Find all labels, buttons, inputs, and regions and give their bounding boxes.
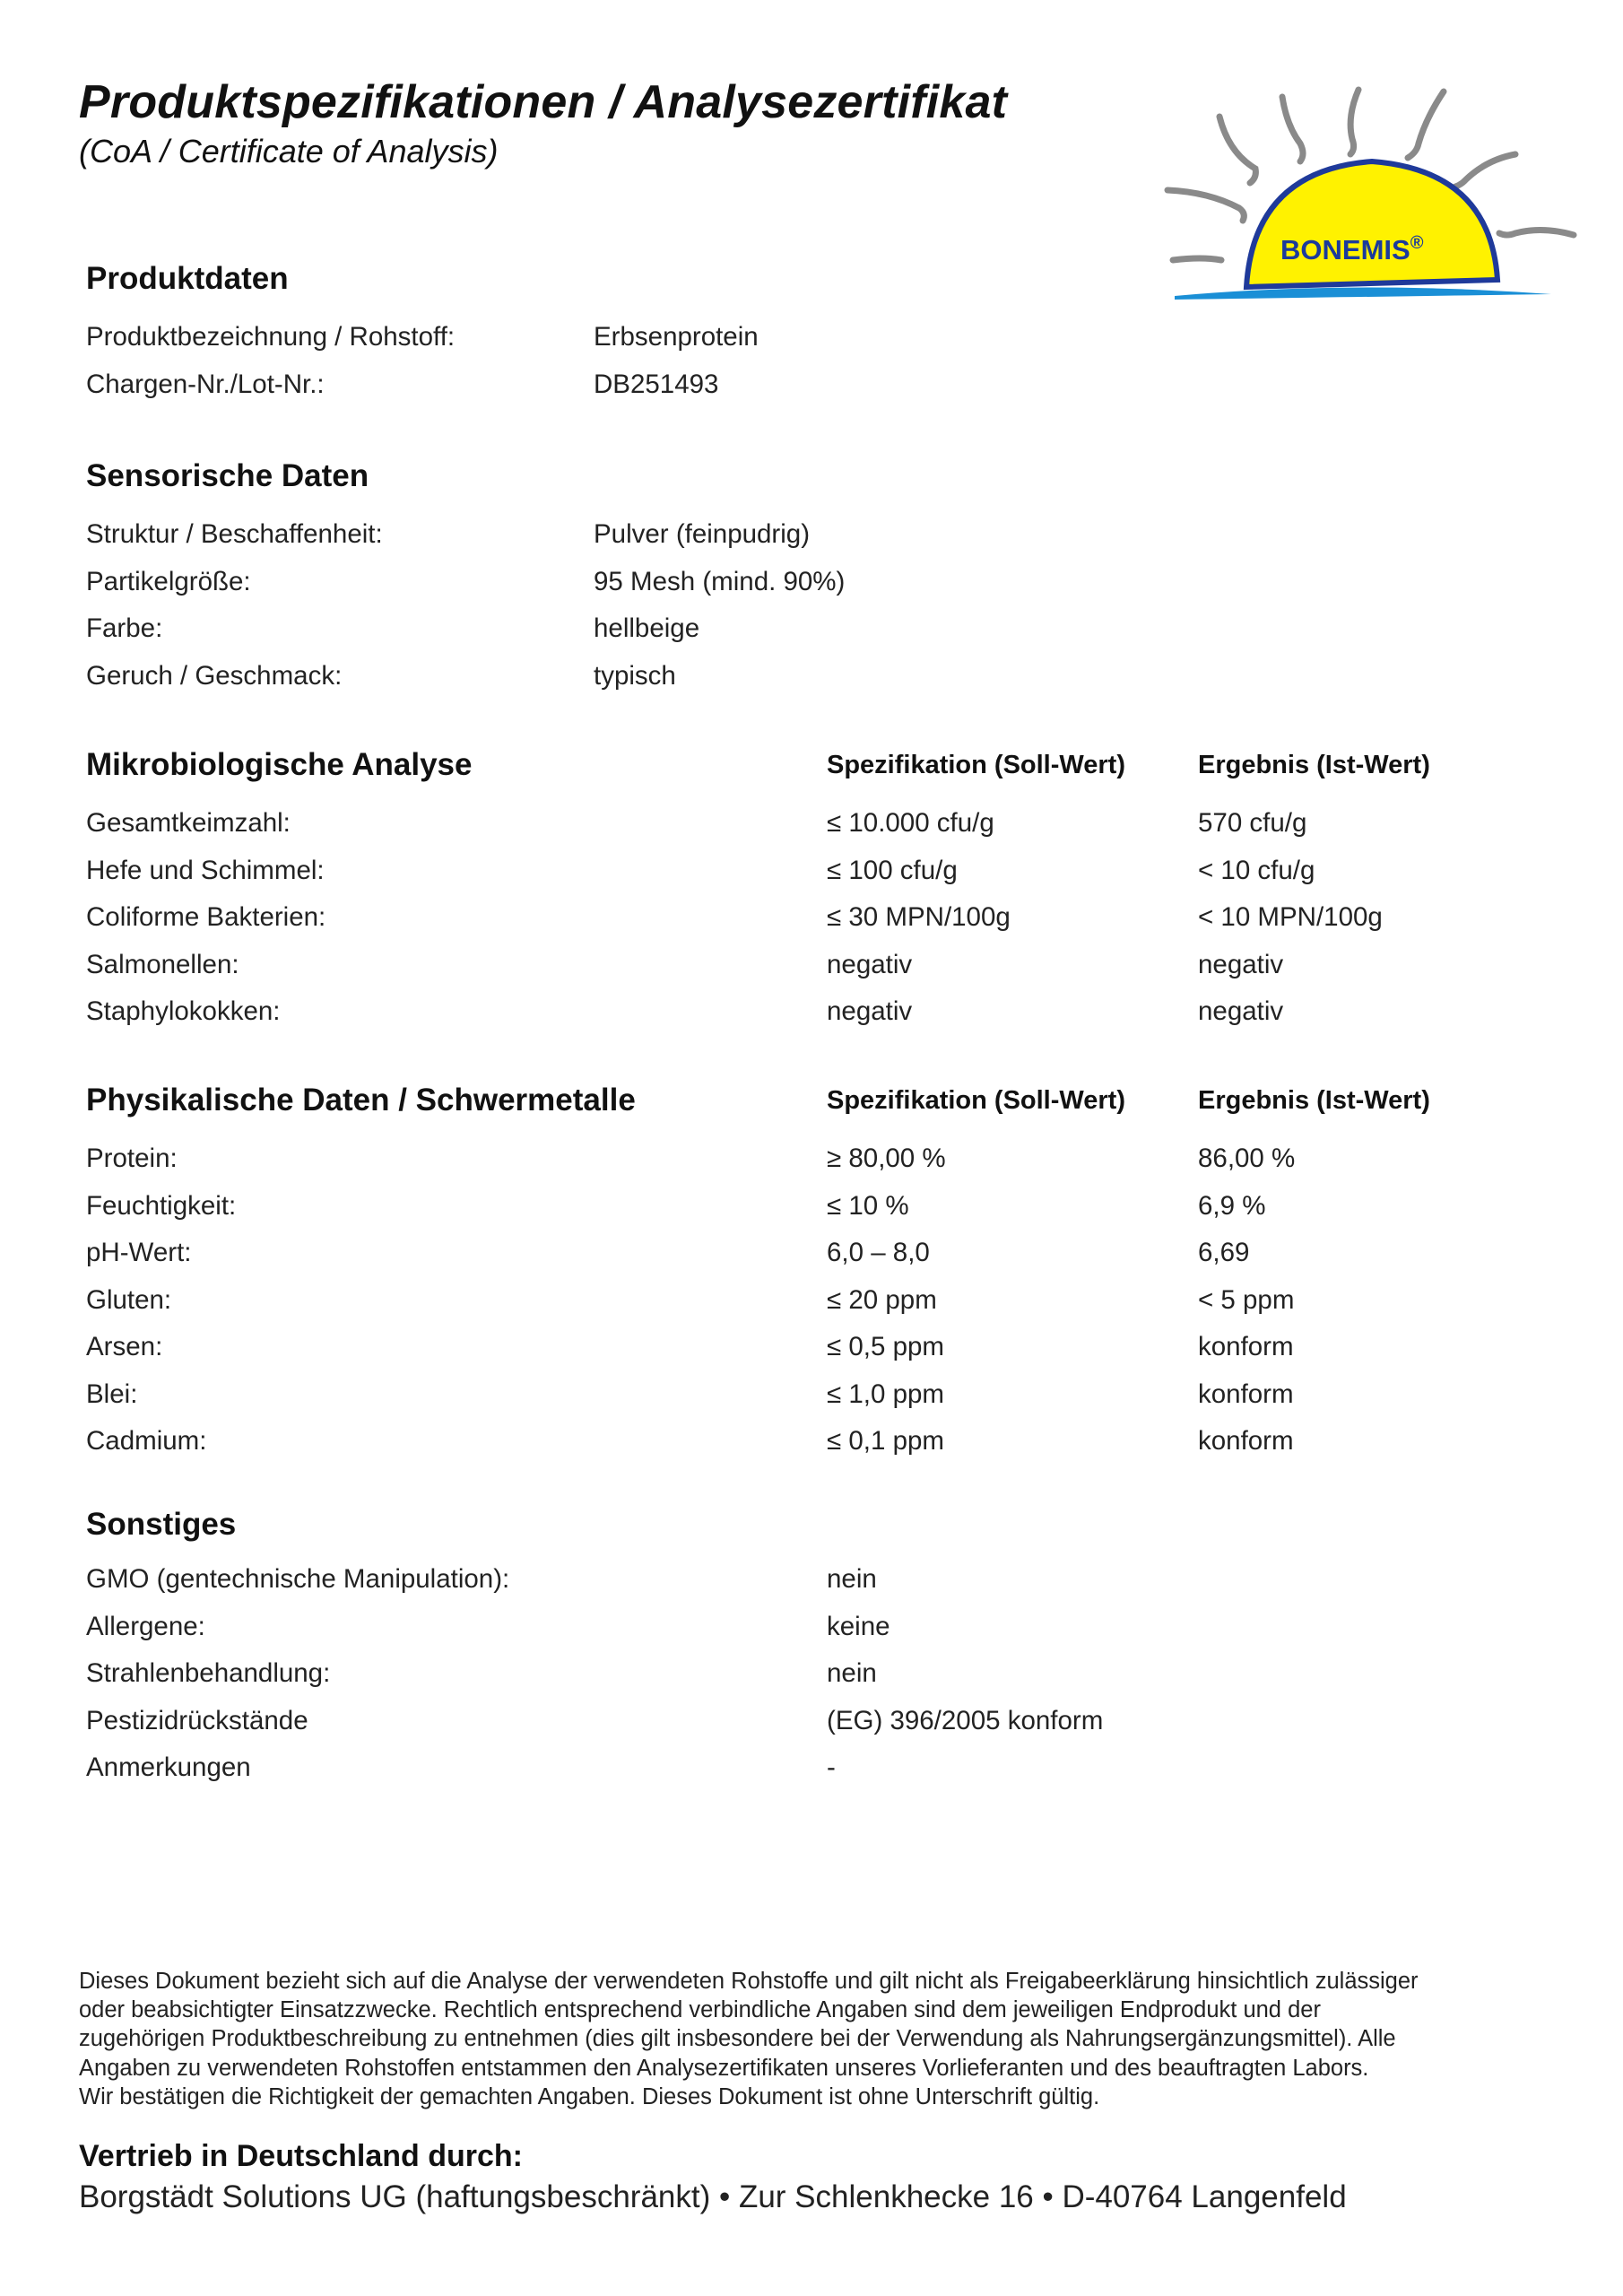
row-label: GMO (gentechnische Manipulation): <box>86 1564 510 1594</box>
row-label: Pestizidrückstände <box>86 1705 308 1735</box>
result-column-header: Ergebnis (Ist-Wert) <box>1198 751 1430 779</box>
row-result: negativ <box>1198 996 1284 1026</box>
table-row <box>86 1419 1575 1466</box>
section-mikrobiologie <box>86 747 1575 1037</box>
distributor-address: Borgstädt Solutions UG (haftungsbeschränkt) • Zur Schlenkhecke 16 • D-40764 Langenfeld <box>79 2179 1347 2214</box>
row-spec: ≤ 100 cfu/g <box>827 855 958 885</box>
page-subtitle: (CoA / Certificate of Analysis) <box>79 133 499 170</box>
section-title: Sonstiges <box>86 1507 237 1542</box>
row-label: Cadmium: <box>86 1426 207 1456</box>
row-spec: ≤ 0,5 ppm <box>827 1332 944 1361</box>
row-spec: 6,0 – 8,0 <box>827 1238 930 1267</box>
disclaimer-line: Wir bestätigen die Richtigkeit der gemachten Angaben. Dieses Dokument ist ohne Unterschrift gültig. <box>79 2083 1100 2109</box>
row-value: typisch <box>594 660 676 691</box>
row-spec: ≤ 0,1 ppm <box>827 1426 944 1456</box>
sun-ray <box>1499 230 1574 235</box>
disclaimer-line: zugehörigen Produktbeschreibung zu entnehmen (dies gilt insbesondere bei der Verwendung als Nahrungsergänzungsmittel). Alle <box>79 2026 1396 2052</box>
sun-ray <box>1167 190 1244 221</box>
table-row <box>86 848 1575 896</box>
row-label: Chargen-Nr./Lot-Nr.: <box>86 369 325 399</box>
row-value: DB251493 <box>594 369 719 399</box>
row-spec: ≥ 80,00 % <box>827 1144 946 1173</box>
row-result: konform <box>1198 1378 1294 1409</box>
section-produktdaten <box>86 261 1575 409</box>
row-label: Feuchtigkeit: <box>86 1190 237 1221</box>
row-result: 570 cfu/g <box>1198 808 1307 838</box>
section-title: Physikalische Daten / Schwermetalle <box>86 1083 636 1118</box>
row-label: Arsen: <box>86 1332 163 1361</box>
sun-ray <box>1282 97 1303 161</box>
table-row <box>86 1557 1575 1605</box>
spec-column-header: Spezifikation (Soll-Wert) <box>827 1086 1125 1115</box>
row-result: negativ <box>1198 949 1284 979</box>
table-row <box>86 1184 1575 1231</box>
sun-ray <box>1408 91 1444 158</box>
table-row <box>86 560 1575 607</box>
row-spec: negativ <box>827 949 913 979</box>
row-result: konform <box>1198 1332 1294 1361</box>
section-sonstiges <box>86 1507 1575 1793</box>
row-label: Coliforme Bakterien: <box>86 902 326 932</box>
row-spec: ≤ 10.000 cfu/g <box>827 808 994 838</box>
row-result: 6,69 <box>1198 1238 1250 1267</box>
row-label: Gesamtkeimzahl: <box>86 808 291 838</box>
sun-ray <box>1173 258 1221 260</box>
sun-ray <box>1350 90 1358 154</box>
row-label: Allergene: <box>86 1611 205 1641</box>
row-label: Geruch / Geschmack: <box>86 660 343 691</box>
distributor-title: Vertrieb in Deutschland durch: <box>79 2139 523 2173</box>
result-column-header: Ergebnis (Ist-Wert) <box>1198 1086 1430 1115</box>
row-label: Blei: <box>86 1378 138 1409</box>
section-physikalisch <box>86 1083 1575 1466</box>
table-row <box>86 654 1575 701</box>
row-spec: ≤ 30 MPN/100g <box>827 902 1011 932</box>
row-label: Strahlenbehandlung: <box>86 1658 331 1688</box>
table-row <box>86 315 1575 362</box>
row-label: Struktur / Beschaffenheit: <box>86 519 383 549</box>
table-row <box>86 1136 1575 1184</box>
disclaimer-text <box>79 1967 1567 2111</box>
row-label: Anmerkungen <box>86 1752 251 1782</box>
section-title: Sensorische Daten <box>86 458 369 493</box>
row-result: 6,9 % <box>1198 1190 1266 1221</box>
row-label: Salmonellen: <box>86 949 239 979</box>
row-result: < 10 MPN/100g <box>1198 902 1383 932</box>
table-row <box>86 1325 1575 1372</box>
table-row <box>86 512 1575 560</box>
table-row <box>86 895 1575 943</box>
section-sensorisch <box>86 458 1575 700</box>
row-label: Staphylokokken: <box>86 996 281 1026</box>
row-value: nein <box>827 1564 877 1594</box>
table-row <box>86 1699 1575 1746</box>
row-value: keine <box>827 1611 890 1641</box>
row-label: Produktbezeichnung / Rohstoff: <box>86 322 456 352</box>
row-result: konform <box>1198 1426 1294 1456</box>
row-value: - <box>827 1752 836 1782</box>
row-value: hellbeige <box>594 613 700 643</box>
table-row <box>86 1651 1575 1699</box>
row-result: < 10 cfu/g <box>1198 855 1315 885</box>
row-result: < 5 ppm <box>1198 1284 1295 1315</box>
sun-ray <box>1449 154 1515 188</box>
table-row <box>86 1372 1575 1420</box>
row-label: pH-Wert: <box>86 1238 192 1267</box>
row-value: 95 Mesh (mind. 90%) <box>594 566 846 596</box>
section-title: Mikrobiologische Analyse <box>86 747 473 782</box>
table-row <box>86 1605 1575 1652</box>
row-label: Gluten: <box>86 1284 172 1315</box>
table-row <box>86 606 1575 654</box>
page-title: Produktspezifikationen / Analysezertifikat <box>79 76 1008 128</box>
row-value: Erbsenprotein <box>594 322 759 352</box>
row-label: Farbe: <box>86 613 163 643</box>
row-spec: negativ <box>827 996 913 1026</box>
row-spec: ≤ 20 ppm <box>827 1284 937 1315</box>
table-row <box>86 943 1575 990</box>
table-row <box>86 801 1575 848</box>
logo-brand-name: BONEMIS <box>1280 234 1410 265</box>
table-row <box>86 1278 1575 1326</box>
row-value: (EG) 396/2005 konform <box>827 1705 1104 1735</box>
table-row <box>86 362 1575 410</box>
disclaimer-line: Dieses Dokument bezieht sich auf die Analyse der verwendeten Rohstoffe und gilt nicht als Freigabeerklärung hinsichtlich zulässiger <box>79 1969 1419 1994</box>
table-row <box>86 989 1575 1037</box>
row-spec: ≤ 1,0 ppm <box>827 1378 944 1409</box>
row-value: Pulver (feinpudrig) <box>594 519 811 549</box>
row-value: nein <box>827 1658 877 1688</box>
row-spec: ≤ 10 % <box>827 1190 909 1221</box>
row-label: Protein: <box>86 1144 178 1173</box>
row-label: Partikelgröße: <box>86 566 251 596</box>
sun-ray <box>1219 117 1255 183</box>
row-result: 86,00 % <box>1198 1144 1296 1173</box>
disclaimer-line: Angaben zu verwendeten Rohstoffen entstammen den Analysezertifikaten unseres Vorlieferanten und des beauftragten Labors. <box>79 2055 1369 2081</box>
row-label: Hefe und Schimmel: <box>86 855 325 885</box>
section-title: Produktdaten <box>86 261 289 296</box>
table-row <box>86 1231 1575 1278</box>
table-row <box>86 1745 1575 1793</box>
disclaimer-line: oder beabsichtigter Einsatzzwecke. Rechtlich entsprechend verbindliche Angaben sind dem jeweiligen Endprodukt und der <box>79 1997 1321 2023</box>
spec-column-header: Spezifikation (Soll-Wert) <box>827 751 1125 779</box>
registered-mark: ® <box>1410 233 1424 253</box>
